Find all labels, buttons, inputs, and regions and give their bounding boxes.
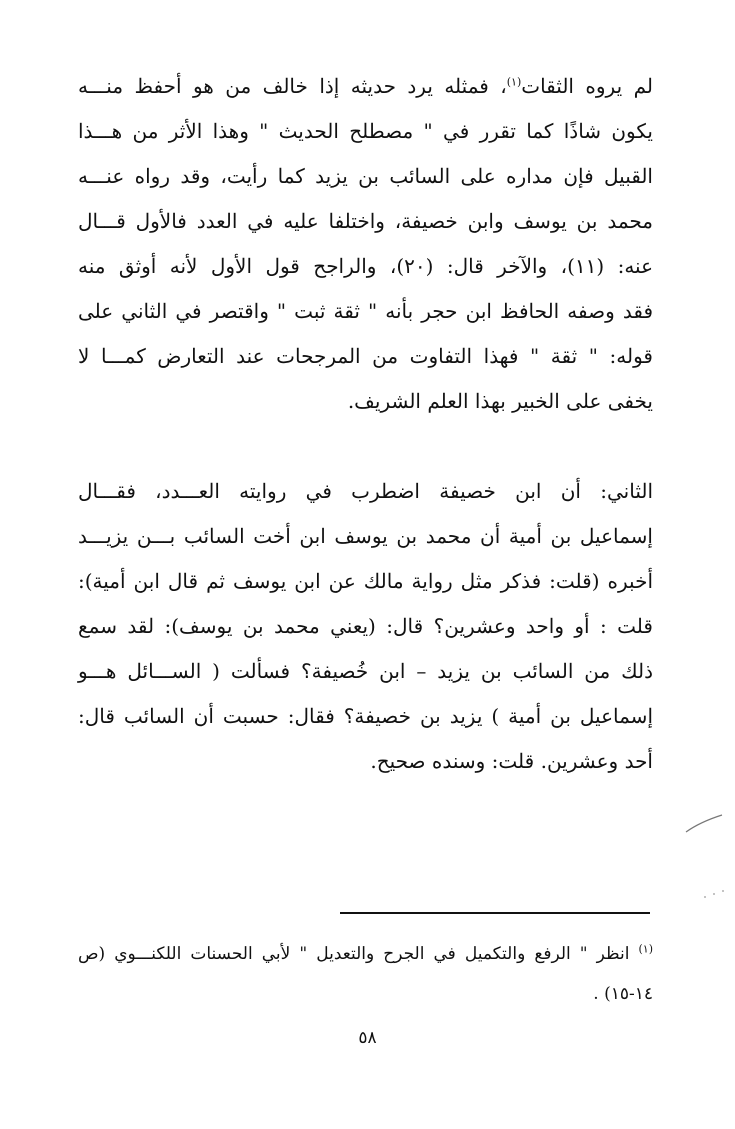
footnote-reference[interactable]: (١) [506, 75, 522, 89]
paragraph-2-line-7: أحد وعشرين. قلت: وسنده صحيح. [370, 749, 653, 773]
paragraph-2 [78, 469, 653, 784]
paragraph-1-line-8: يخفى على الخبير بهذا العلم الشريف. [347, 389, 653, 413]
paragraph-2-line-5: ذلك من السائب بن يزيد – ابن خُصيفة؟ فسألت ( الســـائل هـــو [78, 659, 653, 683]
footnote-divider [340, 912, 650, 914]
footnote [78, 934, 653, 1014]
paragraph-1-line-4: محمد بن يوسف وابن خصيفة، واختلفا عليه في العدد فالأول قـــال [78, 209, 653, 233]
paragraph-2-line-3: أخبره (قلت: فذكر مثل رواية مالك عن ابن يوسف ثم قال ابن أمية): [78, 569, 653, 593]
paragraph-2-line-2: إسماعيل بن أمية أن محمد بن يوسف ابن أخت السائب بـــن يزيـــد [78, 524, 653, 548]
paragraph-2-line-1: الثاني: أن ابن خصيفة اضطرب في روايته العـــدد، فقـــال [78, 479, 653, 503]
paragraph-1 [78, 64, 653, 424]
footnote-line-1: $^{(١)}$ انظر " الرفع والتكميل في الجرح والتعديل " لأبي الحسنات اللكنـــوي (ص [78, 942, 653, 964]
footnote-marker: (١) [638, 942, 653, 956]
paragraph-1-line-6: فقد وصفه الحافظ ابن حجر بأنه " ثقة ثبت " واقتصر في الثاني على [78, 299, 653, 323]
scan-artifact-mark [684, 812, 724, 836]
page-number: ٥٨ [358, 1028, 377, 1048]
paragraph-1-line-5: عنه: (١١)، والآخر قال: (٢٠)، والراجح قول الأول لأنه أوثق منه [78, 254, 654, 278]
paragraph-1-line-1: لم يروه الثقات$^{(١)}$، فمثله يرد حديثه إذا خالف من هو أحفظ منـــه [78, 74, 653, 98]
paragraph-1-line-2: يكون شاذًا كما تقرر في " مصطلح الحديث " وهذا الأثر من هـــذا [78, 119, 653, 143]
scan-artifact-dots [700, 885, 730, 905]
footnote-line-2: ١٤-١٥) . [593, 984, 653, 1004]
paragraph-2-line-4: قلت : أو واحد وعشرين؟ قال: (يعني محمد بن يوسف): لقد سمع [78, 614, 653, 638]
paragraph-1-line-7: قوله: " ثقة " فهذا التفاوت من المرجحات عند التعارض كمـــا لا [78, 344, 653, 368]
paragraph-2-line-6: إسماعيل بن أمية ) يزيد بن خصيفة؟ فقال: حسبت أن السائب قال: [78, 704, 653, 728]
paragraph-1-line-3: القبيل فإن مداره على السائب بن يزيد كما رأيت، وقد رواه عنـــه [78, 164, 653, 188]
